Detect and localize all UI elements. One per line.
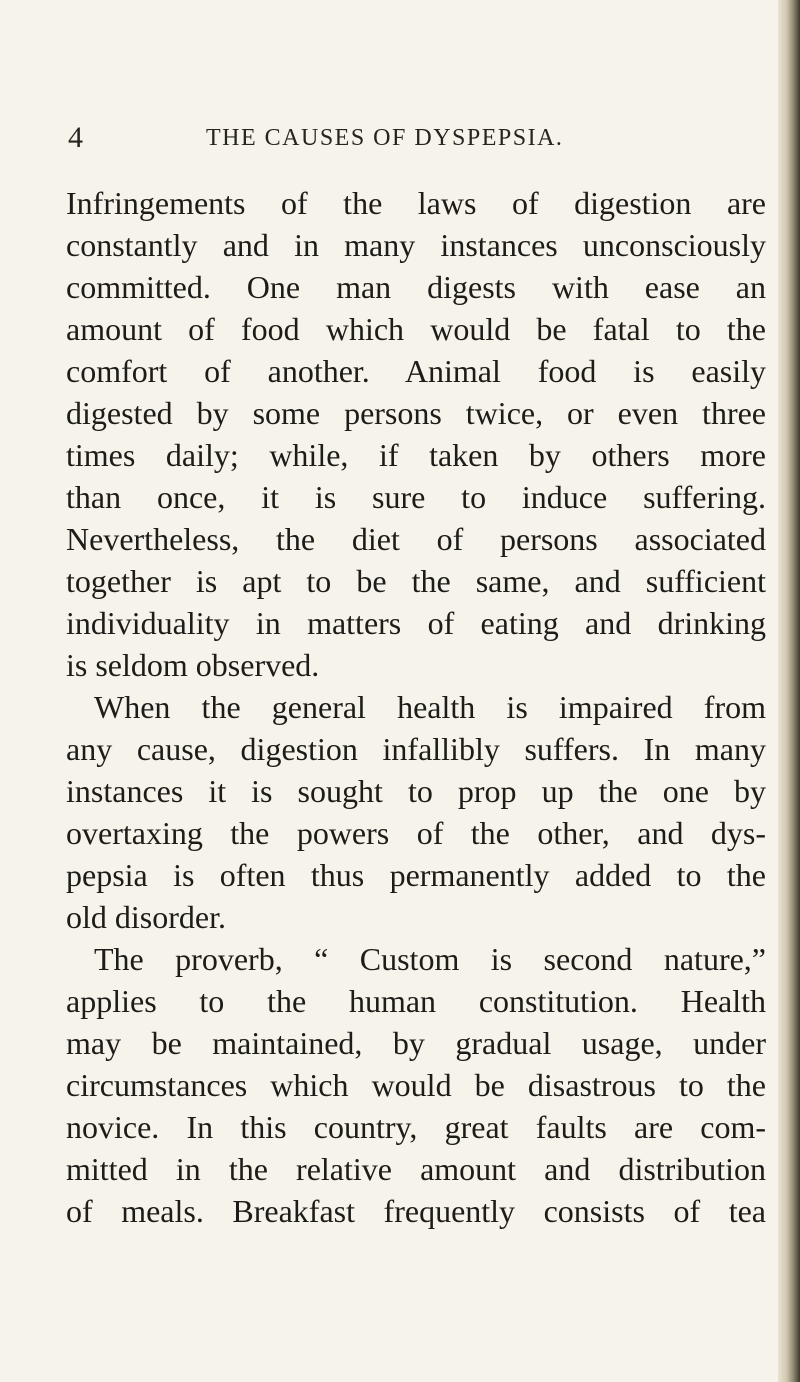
text-line: When the general health is impaired from bbox=[94, 689, 766, 725]
text-line: old disorder. bbox=[66, 899, 226, 935]
text-line: circumstances which would be disastrous to the bbox=[66, 1067, 766, 1103]
text-line: pepsia is often thus permanently added to the bbox=[66, 857, 766, 893]
text-line: novice. In this country, great faults are com- bbox=[66, 1109, 766, 1145]
text-line: digested by some persons twice, or even three bbox=[66, 395, 766, 431]
text-line: individuality in matters of eating and drinking bbox=[66, 605, 766, 641]
text-line: mitted in the relative amount and distribution bbox=[66, 1151, 766, 1187]
text-line: together is apt to be the same, and sufficient bbox=[66, 563, 766, 599]
text-line: times daily; while, if taken by others more bbox=[66, 437, 766, 473]
text-line: committed. One man digests with ease an bbox=[66, 269, 766, 305]
text-line: of meals. Breakfast frequently consists of tea bbox=[66, 1193, 766, 1229]
text-line: may be maintained, by gradual usage, under bbox=[66, 1025, 766, 1061]
text-line: constantly and in many instances unconsciously bbox=[66, 227, 766, 263]
running-head: THE CAUSES OF DYSPEPSIA. bbox=[206, 125, 564, 151]
text-line: The proverb, “ Custom is second nature,” bbox=[94, 941, 766, 977]
text-line: instances it is sought to prop up the one by bbox=[66, 773, 766, 809]
body-text bbox=[66, 182, 766, 1232]
page-header bbox=[68, 118, 768, 158]
text-line: any cause, digestion infallibly suffers. In many bbox=[66, 731, 766, 767]
text-line: Infringements of the laws of digestion are bbox=[66, 185, 766, 221]
text-line: overtaxing the powers of the other, and dys- bbox=[66, 815, 766, 851]
text-line: than once, it is sure to induce suffering. bbox=[66, 479, 766, 515]
page-edge-shadow bbox=[778, 0, 800, 1382]
text-line: applies to the human constitution. Health bbox=[66, 983, 766, 1019]
page-number: 4 bbox=[68, 121, 83, 154]
text-line: comfort of another. Animal food is easily bbox=[66, 353, 766, 389]
text-line: Nevertheless, the diet of persons associated bbox=[66, 521, 766, 557]
text-line: amount of food which would be fatal to the bbox=[66, 311, 766, 347]
text-line: is seldom observed. bbox=[66, 647, 320, 683]
